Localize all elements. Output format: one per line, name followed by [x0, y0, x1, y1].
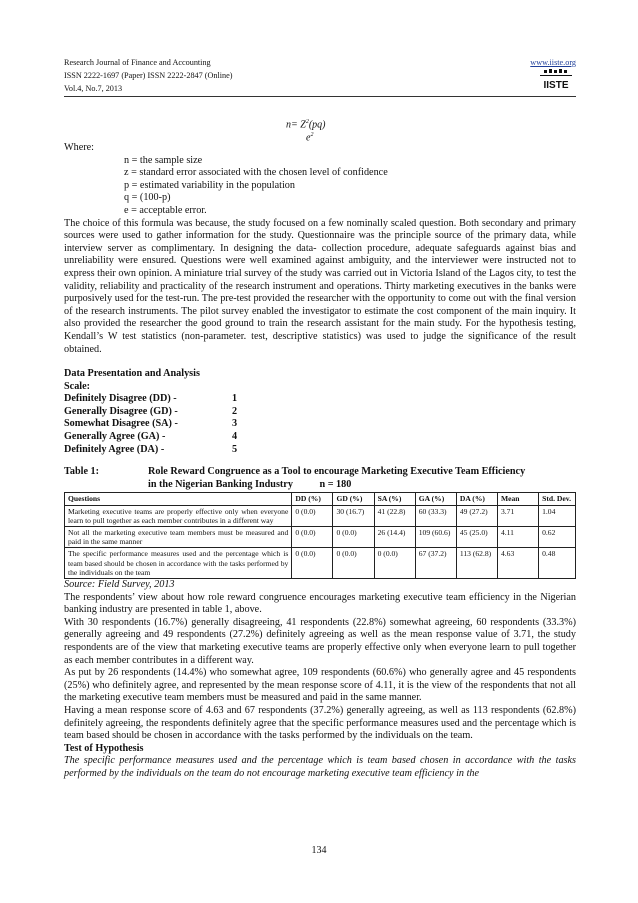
- section-heading-data-presentation: Data Presentation and Analysis: [64, 368, 200, 380]
- table-row: [65, 527, 576, 548]
- where-item: z = standard error associated with the chosen level of confidence: [124, 167, 388, 179]
- journal-issn: ISSN 2222-1697 (Paper) ISSN 2222-2847 (Online): [64, 71, 233, 80]
- methodology-paragraph: The choice of this formula was because, the study focused on a few nominally scaled question. Both secondary and primary sources were used to gather information for the study. Questionnaire was the principle source of the primary data, while interview server as complimentary. In designing the data- collection procedure, adequate safeguards against bias and unreliability were ensured. Questions were well examined against ambiguity, and the interviewer were instructed not to express their own opinion. A miniature trial survey of the study was carried out in Victoria Island of the Lagos city, to test the validity, reliability and practicality of the research instrument and operations. Thirty marketing executives in the banks were purposively used for the test-run. The pre-test provided the researcher with the opportunity to come out with the final version of the research instruments. The pilot survey enabled the investigator to estimate the cost component of the main inquiry. It also provided the researcher the good ground to train the research assistant for the main study. For the hypothesis testing, Kendall’s W test statistics (non-parameter. test, descriptive statistics) was used to judge the significance of the result obtained.: [64, 217, 576, 355]
- table-cell: 0 (0.0): [333, 527, 374, 548]
- table-cell: 0.62: [539, 527, 576, 548]
- where-item: q = (100-p): [124, 192, 171, 204]
- table-cell: 4.63: [497, 548, 538, 579]
- table-row: [65, 548, 576, 579]
- table-cell: 109 (60.6): [415, 527, 456, 548]
- where-item: p = estimated variability in the population: [124, 179, 295, 191]
- table-cell: 45 (25.0): [456, 527, 497, 548]
- table-cell: 49 (27.2): [456, 505, 497, 526]
- table-caption-line2: in the Nigerian Banking Industry: [148, 478, 293, 490]
- table-cell: 0.48: [539, 548, 576, 579]
- table-cell: 67 (37.2): [415, 548, 456, 579]
- table-cell-question: Marketing executive teams are properly effective only when everyone learn to pull together as each member contributes in a different way: [65, 505, 292, 526]
- scale-label: Scale:: [64, 380, 91, 392]
- hypothesis-paragraph: The specific performance measures used and the percentage which is team based chosen in accordance with the tasks performed by the individuals on the team do not encourage marketing executive team efficiency in the: [64, 755, 576, 779]
- logo-text: IISTE: [543, 80, 569, 91]
- page-header: [64, 56, 576, 95]
- table-cell: 0 (0.0): [292, 548, 333, 579]
- scale-row: Generally Disagree (GD) - 2: [64, 405, 238, 417]
- table-cell: 30 (16.7): [333, 505, 374, 526]
- table-source: Source: Field Survey, 2013: [64, 579, 175, 591]
- table-cell: 113 (62.8): [456, 548, 497, 579]
- scale-row: Definitely Agree (DA) - 5: [64, 443, 238, 455]
- formula-denominator-base: e: [306, 132, 311, 144]
- sample-size-formula: [286, 116, 326, 144]
- formula-numerator-exponent: 2: [305, 119, 309, 125]
- analysis-paragraph: With 30 respondents (16.7%) generally disagreeing, 41 respondents (22.8%) somewhat agreeing, 60 respondents (33.3%) generally agreeing and 49 respondents (27.2%) definitely agreeing as well as the mean response value of 3.71, the study respondents are of the view that marketing executive teams are properly effective only when everyone learn to pull together as each member contributes in a different way.: [64, 616, 576, 666]
- scale-row: Definitely Disagree (DD) - 1: [64, 393, 238, 405]
- page-number: 134: [311, 845, 327, 856]
- page-body: [64, 142, 576, 781]
- analysis-paragraph: As put by 26 respondents (14.4%) who somewhat agree, 109 respondents (60.6%) who generally agree and 45 respondents (25%) who definitely agree, and represented by the mean response score of 4.11, it is the view of the respondents that not all the marketing executive team members must be measured and paid in the same manner.: [64, 667, 576, 704]
- table-header-row: [65, 493, 576, 505]
- where-label: Where:: [64, 142, 94, 153]
- formula-numerator: n= Z: [286, 119, 306, 131]
- scale-row: Somewhat Disagree (SA) - 3: [64, 418, 238, 430]
- table-header: Std. Dev.: [539, 493, 576, 505]
- table-cell: 3.71: [497, 505, 538, 526]
- header-rule: [64, 96, 576, 97]
- table-cell: 1.04: [539, 505, 576, 526]
- table-caption: [64, 466, 576, 491]
- table-cell: 0 (0.0): [374, 548, 415, 579]
- where-item: n = the sample size: [124, 154, 203, 166]
- where-item: e = acceptable error.: [124, 204, 207, 216]
- results-table: [64, 492, 576, 579]
- scale-row: Generally Agree (GA) - 4: [64, 431, 238, 443]
- table-cell-question: The specific performance measures used and the percentage which is team based should be chosen in accordance with the tasks performed by the individuals on the team: [65, 548, 292, 579]
- table-number: Table 1:: [64, 466, 100, 478]
- analysis-paragraph: Having a mean response score of 4.63 and 67 respondents (37.2%) generally agreeing, as well as 113 respondents (62.8%) definitely agreeing, the respondents definitely agree that the specific performance measures used and the percentage which is team based should be chosen in accordance with the tasks performed by the individuals on the team.: [64, 705, 576, 742]
- table-header: Questions: [65, 493, 292, 505]
- table-header: GD (%): [333, 493, 374, 505]
- table-cell: 26 (14.4): [374, 527, 415, 548]
- table-cell: 4.11: [497, 527, 538, 548]
- table-header: DD (%): [292, 493, 333, 505]
- formula-denominator-exponent: 2: [310, 132, 314, 138]
- table-header: Mean: [497, 493, 538, 505]
- section-heading-hypothesis: Test of Hypothesis: [64, 742, 144, 754]
- journal-url-link[interactable]: www.iiste.org: [530, 58, 576, 67]
- table-row: [65, 505, 576, 526]
- table-caption-n: n = 180: [319, 478, 352, 490]
- table-cell: 0 (0.0): [292, 527, 333, 548]
- table-cell: 60 (33.3): [415, 505, 456, 526]
- analysis-paragraph: The respondents’ view about how role reward congruence encourages marketing executive team efficiency in the Nigerian banking industry are presented in table 1, above.: [64, 591, 576, 616]
- table-cell-question: Not all the marketing executive team members must be measured and paid in the same manner: [65, 527, 292, 548]
- table-caption-line1: Role Reward Congruence as a Tool to encourage Marketing Executive Team Efficiency: [148, 466, 526, 478]
- table-cell: 0 (0.0): [292, 505, 333, 526]
- journal-name: Research Journal of Finance and Accounting: [64, 58, 211, 67]
- formula-numerator-rest: (pq): [308, 119, 326, 131]
- table-header: SA (%): [374, 493, 415, 505]
- iiste-logo: [540, 69, 572, 93]
- table-header: GA (%): [415, 493, 456, 505]
- table-cell: 41 (22.8): [374, 505, 415, 526]
- table-header: DA (%): [456, 493, 497, 505]
- journal-volume: Vol.4, No.7, 2013: [64, 84, 123, 93]
- table-cell: 0 (0.0): [333, 548, 374, 579]
